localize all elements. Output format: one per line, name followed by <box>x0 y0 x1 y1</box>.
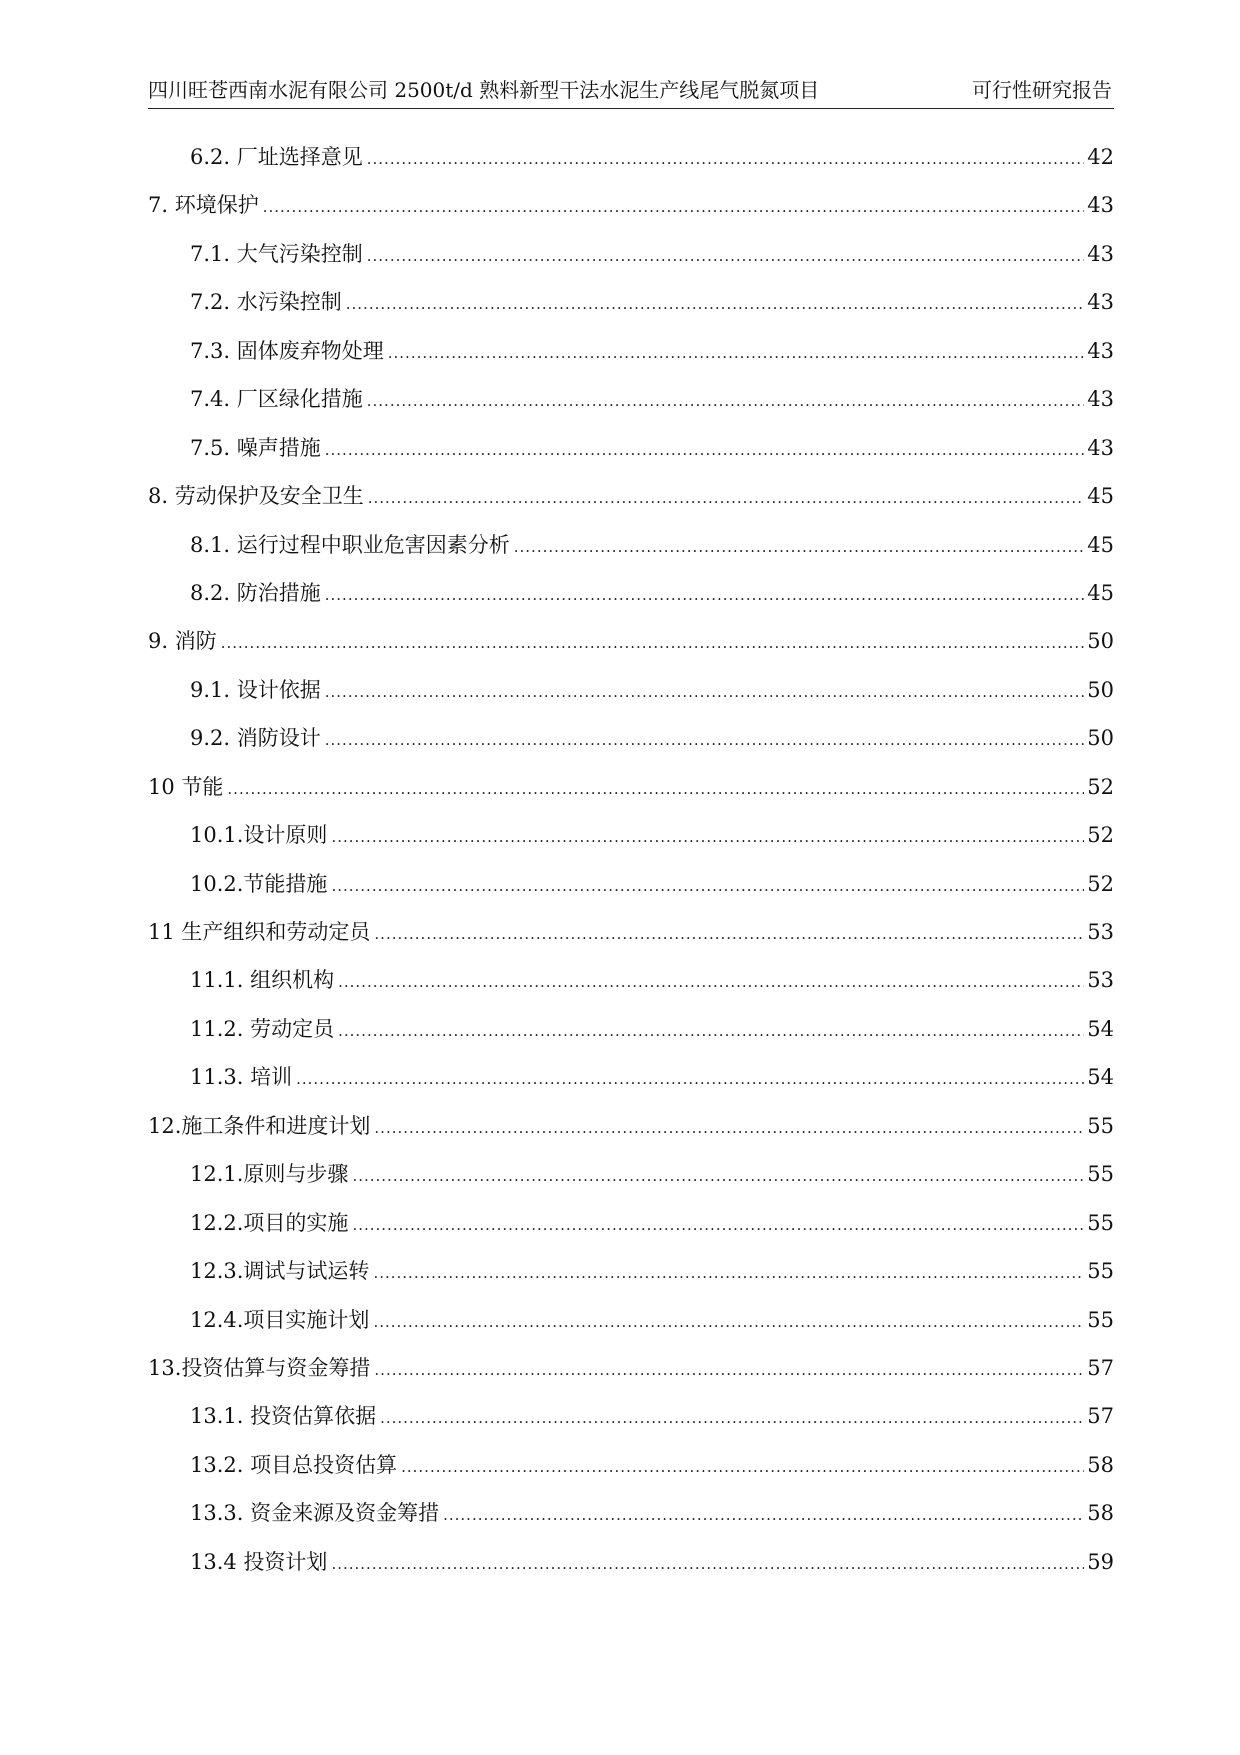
table-of-contents <box>148 144 1114 1597</box>
toc-dot-leader <box>331 1551 1084 1577</box>
toc-entry-page-number: 43 <box>1087 290 1114 315</box>
toc-entry-title: 9.2. 消防设计 <box>190 726 321 751</box>
toc-entry-page-number: 52 <box>1087 774 1114 799</box>
toc-entry-title: 7.1. 大气污染控制 <box>190 241 363 266</box>
toc-entry[interactable] <box>148 289 1114 337</box>
toc-dot-leader <box>338 969 1084 995</box>
toc-entry[interactable] <box>148 580 1114 628</box>
toc-entry-title: 11 生产组织和劳动定员 <box>148 920 371 944</box>
page-header <box>148 74 1114 109</box>
toc-entry-page-number: 50 <box>1087 629 1114 654</box>
toc-entry-page-number: 43 <box>1087 435 1114 460</box>
toc-dot-leader <box>443 1502 1084 1528</box>
toc-entry-page-number: 58 <box>1087 1501 1114 1526</box>
toc-entry[interactable] <box>148 1500 1114 1548</box>
toc-entry-page-number: 55 <box>1087 1162 1114 1187</box>
toc-entry-page-number: 54 <box>1087 1016 1114 1041</box>
toc-entry-page-number: 55 <box>1087 1210 1114 1235</box>
toc-entry[interactable] <box>148 338 1114 386</box>
toc-dot-leader <box>367 146 1085 172</box>
toc-dot-leader <box>331 824 1084 850</box>
toc-entry-page-number: 58 <box>1087 1452 1114 1477</box>
toc-entry-title: 12.施工条件和进度计划 <box>148 1113 371 1138</box>
toc-entry-title: 9.1. 设计依据 <box>190 677 321 702</box>
toc-entry[interactable] <box>148 241 1114 289</box>
toc-entry-page-number: 43 <box>1087 193 1114 218</box>
toc-entry-page-number: 52 <box>1087 823 1114 848</box>
toc-entry[interactable] <box>148 1210 1114 1258</box>
toc-entry-title: 11.3. 培训 <box>190 1065 293 1090</box>
toc-dot-leader <box>380 1405 1084 1431</box>
toc-entry-page-number: 45 <box>1087 484 1114 509</box>
toc-entry-title: 8. 劳动保护及安全卫生 <box>148 484 364 509</box>
toc-dot-leader <box>325 679 1085 705</box>
toc-dot-leader <box>374 921 1084 947</box>
toc-entry[interactable] <box>148 1016 1114 1064</box>
toc-dot-leader <box>373 1260 1084 1286</box>
toc-entry[interactable] <box>148 919 1114 967</box>
toc-entry-title: 7.2. 水污染控制 <box>190 290 342 315</box>
toc-dot-leader <box>374 1115 1084 1141</box>
toc-entry-page-number: 57 <box>1087 1355 1114 1380</box>
toc-entry[interactable] <box>148 1161 1114 1209</box>
toc-dot-leader <box>296 1066 1084 1092</box>
toc-entry-title: 12.2.项目的实施 <box>190 1210 349 1235</box>
toc-entry-title: 9. 消防 <box>148 629 217 654</box>
toc-dot-leader <box>367 243 1085 269</box>
toc-entry[interactable] <box>148 1403 1114 1451</box>
toc-entry-page-number: 55 <box>1087 1113 1114 1138</box>
toc-entry-title: 11.1. 组织机构 <box>190 968 335 993</box>
toc-entry[interactable] <box>148 871 1114 919</box>
toc-entry-page-number: 43 <box>1087 338 1114 363</box>
toc-dot-leader <box>325 437 1085 463</box>
toc-entry-page-number: 54 <box>1087 1065 1114 1090</box>
toc-entry-page-number: 45 <box>1087 532 1114 557</box>
toc-entry-title: 6.2. 厂址选择意见 <box>190 145 363 169</box>
toc-entry-title: 8.2. 防治措施 <box>190 580 321 605</box>
toc-entry-page-number: 50 <box>1087 677 1114 702</box>
toc-entry-title: 13.投资估算与资金筹措 <box>148 1355 371 1380</box>
toc-dot-leader <box>514 534 1085 560</box>
toc-entry[interactable] <box>148 192 1114 240</box>
toc-dot-leader <box>227 776 1084 802</box>
toc-entry-page-number: 45 <box>1087 580 1114 605</box>
toc-entry[interactable] <box>148 1113 1114 1161</box>
toc-entry-page-number: 55 <box>1087 1307 1114 1332</box>
toc-entry-title: 13.4 投资计划 <box>190 1549 328 1574</box>
toc-entry[interactable] <box>148 628 1114 676</box>
toc-entry[interactable] <box>148 725 1114 773</box>
toc-dot-leader <box>325 582 1085 608</box>
toc-dot-leader <box>352 1212 1084 1238</box>
toc-entry-title: 7.3. 固体废弃物处理 <box>190 338 384 363</box>
toc-dot-leader <box>325 727 1085 753</box>
toc-entry[interactable] <box>148 822 1114 870</box>
toc-entry-title: 12.3.调试与试运转 <box>190 1259 370 1284</box>
toc-entry[interactable] <box>148 483 1114 531</box>
toc-entry-title: 7. 环境保护 <box>148 193 259 218</box>
toc-entry-title: 13.1. 投资估算依据 <box>190 1404 377 1429</box>
toc-dot-leader <box>338 1018 1084 1044</box>
toc-entry-page-number: 57 <box>1087 1404 1114 1429</box>
toc-entry[interactable] <box>148 1258 1114 1306</box>
toc-entry[interactable] <box>148 386 1114 434</box>
toc-entry[interactable] <box>148 1355 1114 1403</box>
toc-entry[interactable] <box>148 144 1114 192</box>
toc-entry-page-number: 53 <box>1087 920 1114 944</box>
toc-entry-page-number: 59 <box>1087 1549 1114 1574</box>
toc-dot-leader <box>388 340 1085 366</box>
toc-entry[interactable] <box>148 1064 1114 1112</box>
toc-entry[interactable] <box>148 532 1114 580</box>
toc-entry[interactable] <box>148 1549 1114 1597</box>
toc-dot-leader <box>352 1163 1084 1189</box>
toc-entry-page-number: 42 <box>1087 145 1114 169</box>
toc-entry-title: 7.4. 厂区绿化措施 <box>190 387 363 412</box>
toc-entry-title: 10.2.节能措施 <box>190 871 328 896</box>
toc-entry-page-number: 52 <box>1087 871 1114 896</box>
toc-dot-leader <box>401 1454 1084 1480</box>
toc-entry-title: 13.2. 项目总投资估算 <box>190 1452 398 1477</box>
toc-entry-title: 8.1. 运行过程中职业危害因素分析 <box>190 532 510 557</box>
toc-dot-leader <box>373 1309 1084 1335</box>
header-project-title: 四川旺苍西南水泥有限公司 2500t/d 熟料新型干法水泥生产线尾气脱氮项目 <box>148 78 820 102</box>
toc-entry-title: 11.2. 劳动定员 <box>190 1016 335 1041</box>
toc-entry-page-number: 50 <box>1087 726 1114 751</box>
toc-dot-leader <box>263 194 1085 220</box>
toc-entry-title: 12.1.原则与步骤 <box>190 1162 349 1187</box>
toc-entry[interactable] <box>148 967 1114 1015</box>
toc-entry-title: 7.5. 噪声措施 <box>190 435 321 460</box>
toc-entry[interactable] <box>148 1452 1114 1500</box>
toc-dot-leader <box>368 485 1085 511</box>
toc-entry-title: 12.4.项目实施计划 <box>190 1307 370 1332</box>
toc-entry[interactable] <box>148 1307 1114 1355</box>
toc-entry[interactable] <box>148 774 1114 822</box>
toc-entry-title: 10 节能 <box>148 774 224 799</box>
toc-dot-leader <box>367 388 1085 414</box>
toc-dot-leader <box>346 291 1085 317</box>
toc-dot-leader <box>331 873 1084 899</box>
toc-entry[interactable] <box>148 435 1114 483</box>
toc-dot-leader <box>221 630 1085 656</box>
toc-entry-page-number: 55 <box>1087 1259 1114 1284</box>
toc-entry-page-number: 43 <box>1087 387 1114 412</box>
toc-entry[interactable] <box>148 677 1114 725</box>
header-report-type: 可行性研究报告 <box>972 78 1112 102</box>
toc-dot-leader <box>374 1357 1084 1383</box>
toc-entry-title: 13.3. 资金来源及资金筹措 <box>190 1501 440 1526</box>
toc-entry-page-number: 43 <box>1087 241 1114 266</box>
toc-entry-title: 10.1.设计原则 <box>190 823 328 848</box>
toc-entry-page-number: 53 <box>1087 968 1114 993</box>
